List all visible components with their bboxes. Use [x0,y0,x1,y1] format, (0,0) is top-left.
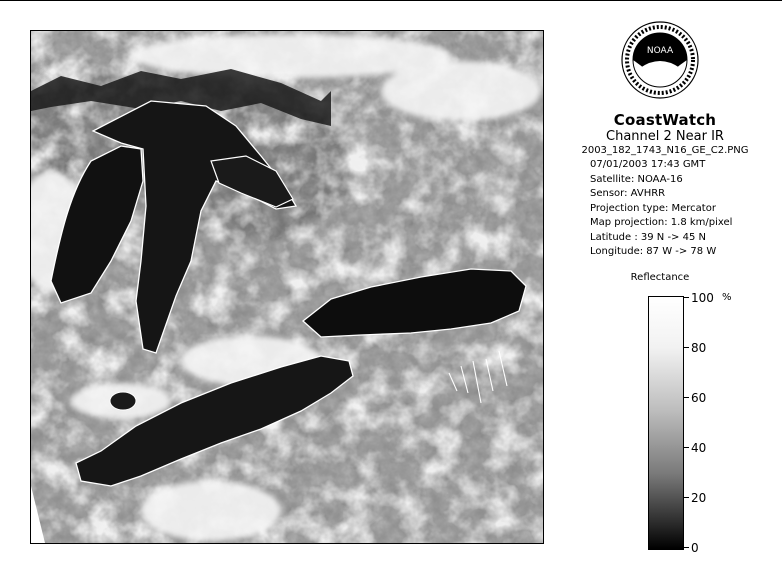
map-projection: Map projection: 1.8 km/pixel [590,217,733,228]
file-name: 2003_182_1743_N16_GE_C2.PNG [581,145,749,156]
scale-title: Reflectance [630,272,690,283]
longitude-range: Longitude: 87 W -> 78 W [590,246,717,257]
tick-20 [683,497,689,498]
product-title: CoastWatch [613,111,717,129]
latitude-range: Latitude : 39 N -> 45 N [590,231,706,243]
tick-label-40: 40 [691,441,707,455]
tick-0 [683,547,689,548]
tick-label-80: 80 [691,341,707,355]
satellite-image [30,30,544,544]
noaa-logo [620,20,700,100]
tick-label-20: 20 [691,491,707,505]
satellite-label: Satellite: NOAA-16 [590,173,683,185]
sensor-label: Sensor: AVHRR [590,188,666,199]
tick-100 [683,297,689,298]
logo-center-text: NOAA [646,46,674,56]
image-metadata [560,112,770,260]
scale-unit: % [722,292,732,303]
tick-label-60: 60 [691,391,707,405]
projection-type: Projection type: Mercator [590,202,716,214]
tick-label-0: 0 [691,541,699,555]
tick-40 [683,447,689,448]
top-border [0,0,782,1]
tick-60 [683,397,689,398]
channel-label: Channel 2 Near IR [606,129,724,144]
reflectance-colorbar [648,296,684,550]
date-time: 07/01/2003 17:43 GMT [590,159,706,170]
lake-st-clair [110,392,136,410]
tick-80 [683,347,689,348]
tick-label-100: 100 [691,291,714,305]
